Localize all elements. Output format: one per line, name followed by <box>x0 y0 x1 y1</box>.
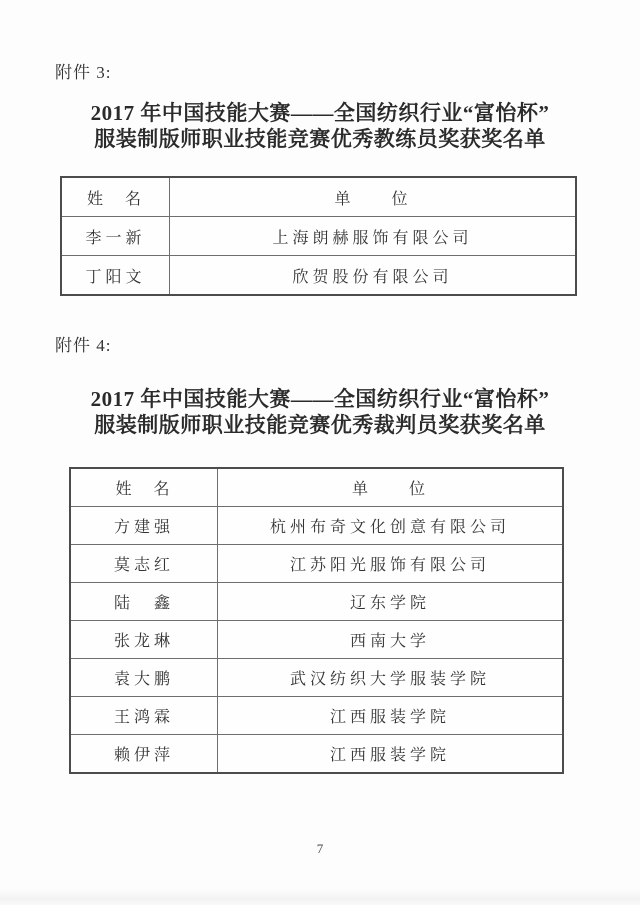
unit-cell: 杭州布奇文化创意有限公司 <box>218 507 564 545</box>
unit-column-header: 单 位 <box>170 177 577 217</box>
table-row <box>70 507 563 545</box>
name-cell: 李一新 <box>61 217 170 256</box>
unit-cell: 江西服装学院 <box>218 735 564 774</box>
table-header-row <box>61 177 576 217</box>
name-cell: 张龙琳 <box>70 621 218 659</box>
name-cell: 袁大鹏 <box>70 659 218 697</box>
table-row <box>70 583 563 621</box>
name-cell: 王鸿霖 <box>70 697 218 735</box>
unit-cell: 欣贺股份有限公司 <box>170 256 577 296</box>
title-line-2: 服装制版师职业技能竞赛优秀教练员奖获奖名单 <box>94 127 546 151</box>
name-cell: 莫志红 <box>70 545 218 583</box>
unit-cell: 辽东学院 <box>218 583 564 621</box>
name-column-header: 姓 名 <box>61 177 170 217</box>
name-cell: 丁阳文 <box>61 256 170 296</box>
table-header-row <box>70 468 563 507</box>
unit-cell: 西南大学 <box>218 621 564 659</box>
unit-column-header: 单 位 <box>218 468 564 507</box>
table-row <box>61 217 576 256</box>
referee-award-table <box>69 467 564 774</box>
coach-award-title <box>0 100 640 152</box>
name-column-header: 姓 名 <box>70 468 218 507</box>
name-cell: 赖伊萍 <box>70 735 218 774</box>
unit-cell: 江苏阳光服饰有限公司 <box>218 545 564 583</box>
title-line-2: 服装制版师职业技能竞赛优秀裁判员奖获奖名单 <box>94 413 546 437</box>
table-row <box>70 735 563 774</box>
attachment-3-label: 附件 3: <box>55 63 112 82</box>
title-line-1: 2017 年中国技能大赛——全国纺织行业“富怡杯” <box>90 387 550 411</box>
scan-edge-artifact <box>0 889 640 905</box>
unit-cell: 江西服装学院 <box>218 697 564 735</box>
name-cell: 陆 鑫 <box>70 583 218 621</box>
table-row <box>70 697 563 735</box>
page-number: 7 <box>316 841 324 856</box>
table-row <box>70 659 563 697</box>
table-row <box>70 545 563 583</box>
unit-cell: 上海朗赫服饰有限公司 <box>170 217 577 256</box>
title-line-1: 2017 年中国技能大赛——全国纺织行业“富怡杯” <box>90 101 550 125</box>
attachment-4-label: 附件 4: <box>55 336 112 355</box>
table-row <box>61 256 576 296</box>
table-row <box>70 621 563 659</box>
referee-award-title <box>0 386 640 438</box>
name-cell: 方建强 <box>70 507 218 545</box>
unit-cell: 武汉纺织大学服装学院 <box>218 659 564 697</box>
coach-award-table <box>60 176 577 296</box>
